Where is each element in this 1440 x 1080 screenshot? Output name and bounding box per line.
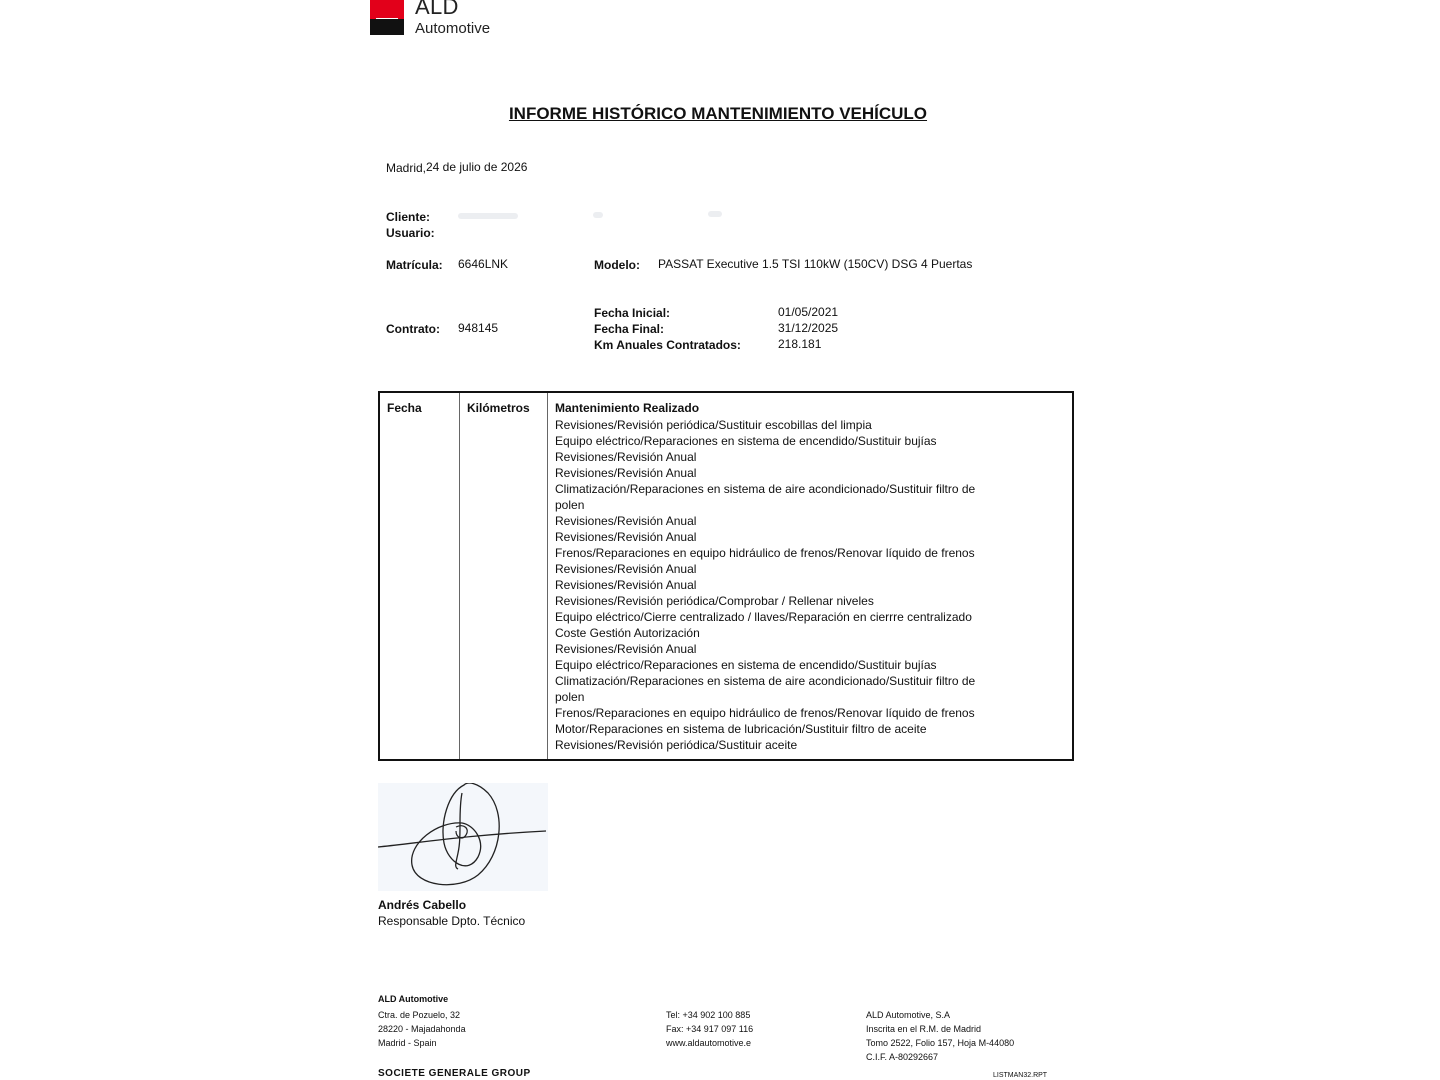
- fecha-final-value: 31/12/2025: [778, 321, 839, 335]
- table-row: Equipo eléctrico/Cierre centralizado / llaves/Reparación en cierrre centralizado: [555, 610, 972, 624]
- column-divider: [459, 393, 460, 759]
- table-row: Coste Gestión Autorización: [555, 626, 700, 640]
- table-row: Revisiones/Revisión Anual: [555, 642, 697, 656]
- table-row: Revisiones/Revisión Anual: [555, 450, 697, 464]
- maintenance-list: [555, 417, 985, 753]
- redacted-mark: [593, 212, 603, 218]
- footer-address-line: 28220 - Majadahonda: [378, 1024, 466, 1034]
- footer-legal-line: C.I.F. A-80292667: [866, 1052, 939, 1062]
- logo-sub: Automotive: [415, 20, 491, 37]
- footer-website[interactable]: www.aldautomotive.e: [666, 1038, 752, 1048]
- table-row: Motor/Reparaciones en sistema de lubricación/Sustituir filtro de aceite: [555, 722, 927, 736]
- signatory-name: Andrés Cabello: [378, 898, 467, 912]
- signature-image: [378, 783, 548, 891]
- ald-logo: [370, 0, 505, 38]
- document-title: INFORME HISTÓRICO MANTENIMIENTO VEHÍCULO: [508, 104, 928, 123]
- matricula-value: 6646LNK: [458, 257, 509, 271]
- table-row: Revisiones/Revisión Anual: [555, 530, 697, 544]
- footer-legal-line: Inscrita en el R.M. de Madrid: [866, 1024, 982, 1034]
- table-row: Revisiones/Revisión periódica/Sustituir escobillas del limpia: [555, 418, 872, 432]
- header-fecha: Fecha: [387, 401, 422, 415]
- maintenance-table: [378, 391, 1074, 761]
- modelo-label: Modelo:: [594, 258, 640, 272]
- usuario-label: Usuario:: [386, 226, 435, 240]
- signatory-role: Responsable Dpto. Técnico: [378, 914, 526, 928]
- matricula-label: Matrícula:: [386, 258, 443, 272]
- document-date: 24 de julio de 2026: [426, 160, 528, 174]
- table-row: Frenos/Reparaciones en equipo hidráulico de frenos/Renovar líquido de frenos: [555, 706, 975, 720]
- footer-legal-line: Tomo 2522, Folio 157, Hoja M-44080: [866, 1038, 1015, 1048]
- logo-mark-icon: [370, 0, 404, 35]
- footer-address-line: Ctra. de Pozuelo, 32: [378, 1010, 461, 1020]
- table-row: Revisiones/Revisión Anual: [555, 562, 697, 576]
- cliente-label: Cliente:: [386, 210, 431, 224]
- contrato-label: Contrato:: [386, 322, 440, 336]
- table-row: Equipo eléctrico/Reparaciones en sistema de encendido/Sustituir bujías: [555, 658, 937, 672]
- fecha-inicial-label: Fecha Inicial:: [594, 306, 671, 320]
- logo-brand: ALD: [415, 0, 459, 19]
- km-value: 218.181: [778, 337, 822, 351]
- fecha-final-label: Fecha Final:: [594, 322, 665, 336]
- table-row: Revisiones/Revisión periódica/Sustituir aceite: [555, 738, 798, 752]
- footer-legal-line: ALD Automotive, S.A: [866, 1010, 951, 1020]
- footer-phone: Tel: +34 902 100 885: [666, 1010, 751, 1020]
- column-divider: [547, 393, 548, 759]
- table-row: Climatización/Reparaciones en sistema de aire acondicionado/Sustituir filtro de polen: [555, 482, 976, 512]
- footer-legal: [866, 1008, 1014, 1064]
- footer-address: [378, 1008, 466, 1050]
- table-row: Revisiones/Revisión Anual: [555, 514, 697, 528]
- redacted-cliente: [458, 213, 518, 219]
- km-label: Km Anuales Contratados:: [594, 338, 741, 352]
- header-kilometros: Kilómetros: [467, 401, 530, 415]
- table-row: Frenos/Reparaciones en equipo hidráulico de frenos/Renovar líquido de frenos: [555, 546, 975, 560]
- footer-fax: Fax: +34 917 097 116: [666, 1024, 754, 1034]
- fecha-inicial-value: 01/05/2021: [778, 305, 839, 319]
- footer-company: ALD Automotive: [378, 994, 449, 1004]
- footer-address-line: Madrid - Spain: [378, 1038, 437, 1048]
- table-row: Equipo eléctrico/Reparaciones en sistema de encendido/Sustituir bujías: [555, 434, 937, 448]
- footer-contact: [666, 1008, 753, 1050]
- table-row: Climatización/Reparaciones en sistema de aire acondicionado/Sustituir filtro de polen: [555, 674, 976, 704]
- table-row: Revisiones/Revisión Anual: [555, 578, 697, 592]
- table-row: Revisiones/Revisión Anual: [555, 466, 697, 480]
- place: Madrid,: [386, 161, 427, 175]
- modelo-value: PASSAT Executive 1.5 TSI 110kW (150CV) DSG 4 Puertas: [658, 257, 973, 271]
- header-mantenimiento: Mantenimiento Realizado: [555, 401, 700, 415]
- report-code: LISTMAN32.RPT: [993, 1072, 1048, 1079]
- table-row: Revisiones/Revisión periódica/Comprobar / Rellenar niveles: [555, 594, 874, 608]
- footer-group: SOCIETE GENERALE GROUP: [378, 1068, 531, 1079]
- redacted-mark: [708, 211, 722, 217]
- contrato-value: 948145: [458, 321, 499, 335]
